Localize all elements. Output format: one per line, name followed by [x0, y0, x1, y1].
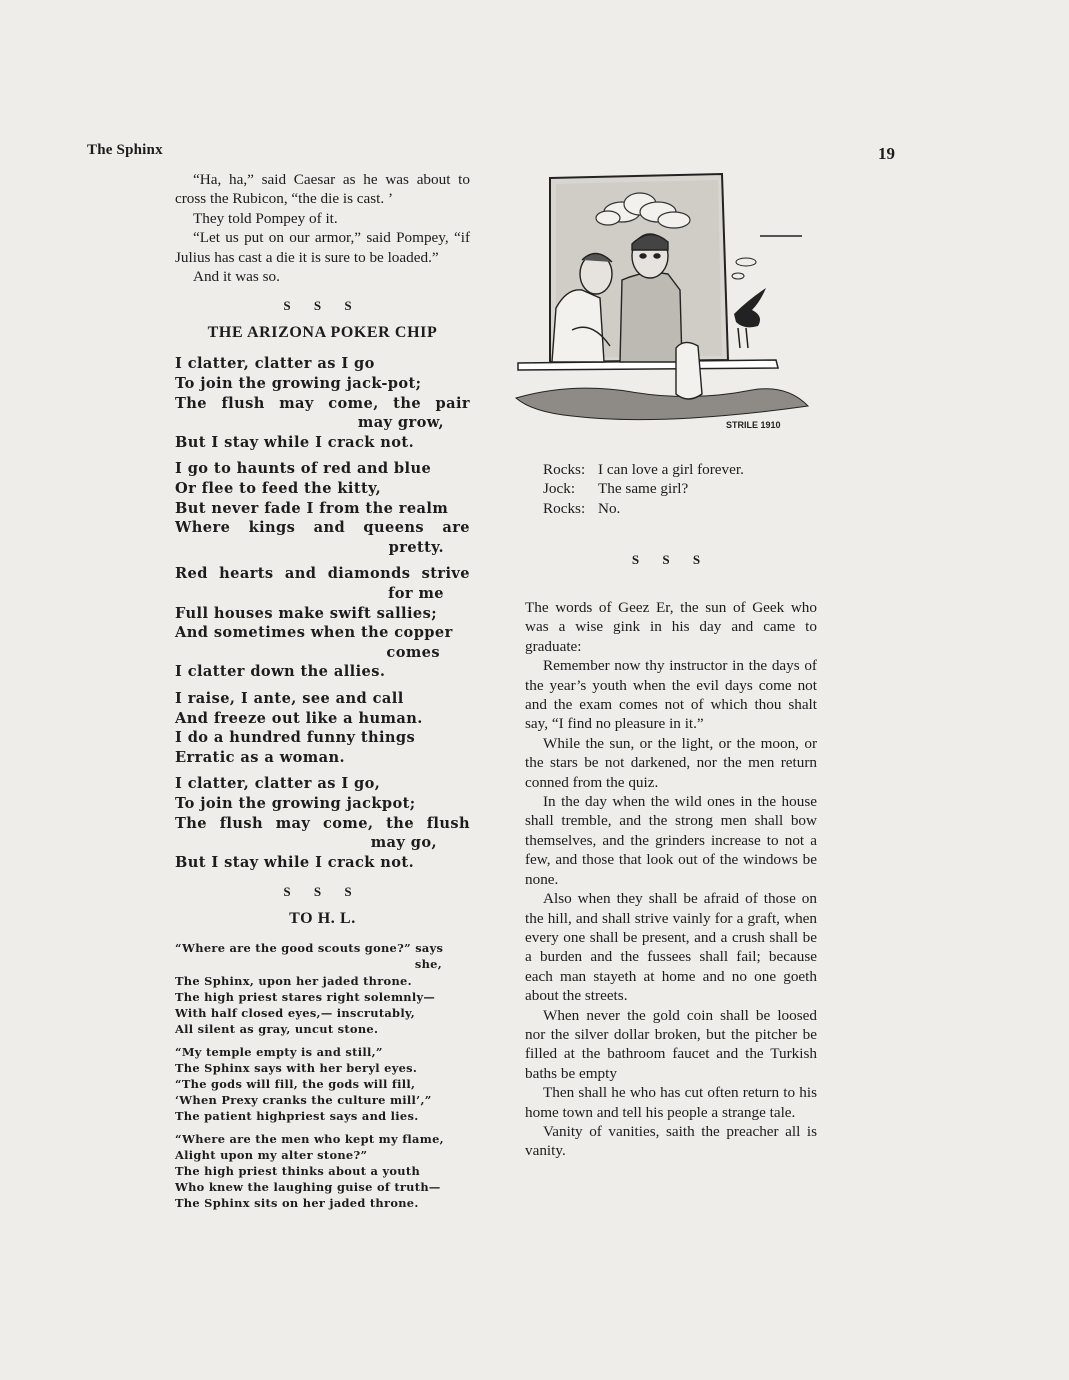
- poem-stanza: [175, 1131, 470, 1212]
- paragraph: When never the gold coin shall be loosed nor the silver dollar broken, but the pitcher be filled at the bathroom faucet and the Turkish baths be empty: [525, 1006, 817, 1082]
- paragraph: Vanity of vanities, saith the preacher all is vanity.: [525, 1122, 817, 1160]
- crow-icon: [734, 288, 766, 348]
- poem-line: “Where are the good scouts gone?” says: [175, 941, 444, 956]
- paragraph: And it was so.: [193, 268, 280, 286]
- poem-line: may grow,: [357, 414, 444, 432]
- caption-text: I can love a girl forever.: [598, 461, 744, 478]
- poem-line: Or flee to feed the kitty,: [175, 480, 382, 497]
- speaker: Rocks:: [543, 461, 586, 478]
- caesar-anecdote: [175, 170, 470, 286]
- caption-line: [543, 499, 744, 518]
- poem-title: TO H. L.: [289, 910, 356, 928]
- poem-line: The high priest stares right solemnly—: [175, 989, 436, 1004]
- paragraph: “Let us put on our armor,” said Pompey, “if Julius has cast a die it is sure to be loaded.”: [175, 229, 470, 266]
- poem-line: The Sphinx says with her beryl eyes.: [175, 1060, 418, 1075]
- section-separator: S S S: [631, 552, 711, 567]
- poem-line: I raise, I ante, see and call: [175, 689, 404, 707]
- poem-line: I go to haunts of red and blue: [175, 460, 432, 478]
- poem-line: Full houses make swift sallies;: [175, 604, 438, 622]
- right-column: [525, 598, 817, 1161]
- cartoon-illustration: [512, 170, 812, 440]
- page-number: 19: [878, 144, 895, 163]
- poem-line: I do a hundred funny things: [175, 729, 416, 747]
- poem-line: “My temple empty is and still,”: [175, 1044, 383, 1059]
- poem-line: The patient highpriest says and lies.: [175, 1109, 419, 1124]
- poem-line: for me: [388, 584, 444, 602]
- poem-line: Erratic as a woman.: [175, 748, 345, 766]
- poem-line: pretty.: [388, 538, 444, 556]
- left-column: [175, 170, 470, 1218]
- paragraph: Also when they shall be afraid of those on the hill, and shall strive vainly for a graft, when every one shall be present, and a crush shall be a burden and the fussees shall fail; because each man stayeth at home and no one goeth about the streets.: [525, 890, 817, 1005]
- poem-line: comes: [386, 643, 440, 661]
- section-separator: S S S: [283, 884, 362, 900]
- poker-chip: [676, 342, 702, 399]
- poem-line: Red hearts and diamonds strive: [175, 565, 470, 583]
- poem-line: The high priest thinks about a youth: [175, 1163, 421, 1178]
- cartoon-caption: [543, 460, 744, 518]
- poem-stanza: [175, 1044, 470, 1125]
- poem-stanza: [175, 459, 470, 557]
- poem-line: The Sphinx sits on her jaded throne.: [175, 1196, 419, 1211]
- poem-line: And freeze out like a human.: [175, 709, 423, 727]
- poem-line: I clatter down the allies.: [175, 663, 386, 681]
- poem-line: But never fade I from the realm: [175, 499, 449, 517]
- paragraph: The words of Geez Er, the sun of Geek who was a wise gink in his day and came to graduate:: [525, 599, 817, 655]
- poem-line: But I stay while I crack not.: [175, 433, 415, 451]
- poem-line: The flush may come, the pair: [175, 394, 470, 412]
- caption-line: [543, 479, 744, 498]
- artist-signature: STRILE 1910: [726, 420, 781, 430]
- paragraph: In the day when the wild ones in the house shall tremble, and the strong men shall bow themselves, and the grinders increase to not a few, and those that look out of the windows be none.: [525, 793, 817, 888]
- poem-line: All silent as gray, uncut stone.: [175, 1022, 379, 1037]
- poem-line: But I stay while I crack not.: [175, 853, 415, 871]
- paragraph: While the sun, or the light, or the moon, or the stars be not darkened, nor the men return conned from the quiz.: [525, 734, 817, 791]
- caption-text: No.: [598, 499, 621, 517]
- running-title: The Sphinx: [87, 142, 163, 158]
- poem-line: To join the growing jackpot;: [175, 794, 416, 812]
- section-separator: S S S: [283, 298, 362, 314]
- poem-line: The flush may come, the flush: [175, 814, 470, 832]
- speaker: Rocks:: [543, 499, 586, 517]
- poem-line: I clatter, clatter as I go: [175, 355, 375, 373]
- poem-stanza: [175, 940, 470, 1037]
- poem-stanza: [175, 354, 470, 452]
- poem-line: I clatter, clatter as I go,: [175, 775, 381, 793]
- poem-line: To join the growing jack-pot;: [175, 375, 422, 393]
- poem-line: may go,: [370, 834, 437, 852]
- poem-title: THE ARIZONA POKER CHIP: [207, 324, 438, 342]
- paragraph: They told Pompey of it.: [193, 209, 338, 227]
- ecclesiastes-parody: [525, 598, 817, 1161]
- paragraph: Remember now thy instructor in the days of the year’s youth when the evil days come not and the exam comes not of which thou shalt say, “I find no pleasure in it.”: [525, 657, 817, 733]
- poem-line: With half closed eyes,— inscrutably,: [175, 1006, 416, 1021]
- poem-stanza: [175, 564, 470, 682]
- paragraph: Then shall he who has cut often return to his home town and tell his people a strange tale.: [525, 1084, 817, 1121]
- poem-line: The Sphinx, upon her jaded throne.: [175, 973, 412, 988]
- poem-line: ‘When Prexy cranks the culture mill’,”: [175, 1093, 432, 1108]
- speaker: Jock:: [543, 480, 576, 498]
- poem-stanza: [175, 774, 470, 872]
- poem-line: Who knew the laughing guise of truth—: [175, 1180, 441, 1195]
- poem-line: Where kings and queens are: [175, 519, 470, 537]
- poem-line: she,: [414, 957, 442, 972]
- poem-line: And sometimes when the copper: [175, 624, 453, 642]
- poem-stanza: [175, 689, 470, 767]
- ground: [516, 388, 808, 419]
- caption-text: The same girl?: [598, 480, 689, 498]
- poem-line: Alight upon my alter stone?”: [175, 1147, 368, 1162]
- caption-line: [543, 460, 744, 479]
- poem-line: “Where are the men who kept my flame,: [175, 1131, 444, 1146]
- poem-line: “The gods will fill, the gods will fill,: [175, 1076, 416, 1091]
- paragraph: “Ha, ha,” said Caesar as he was about to cross the Rubicon, “the die is cast. ’: [175, 171, 470, 208]
